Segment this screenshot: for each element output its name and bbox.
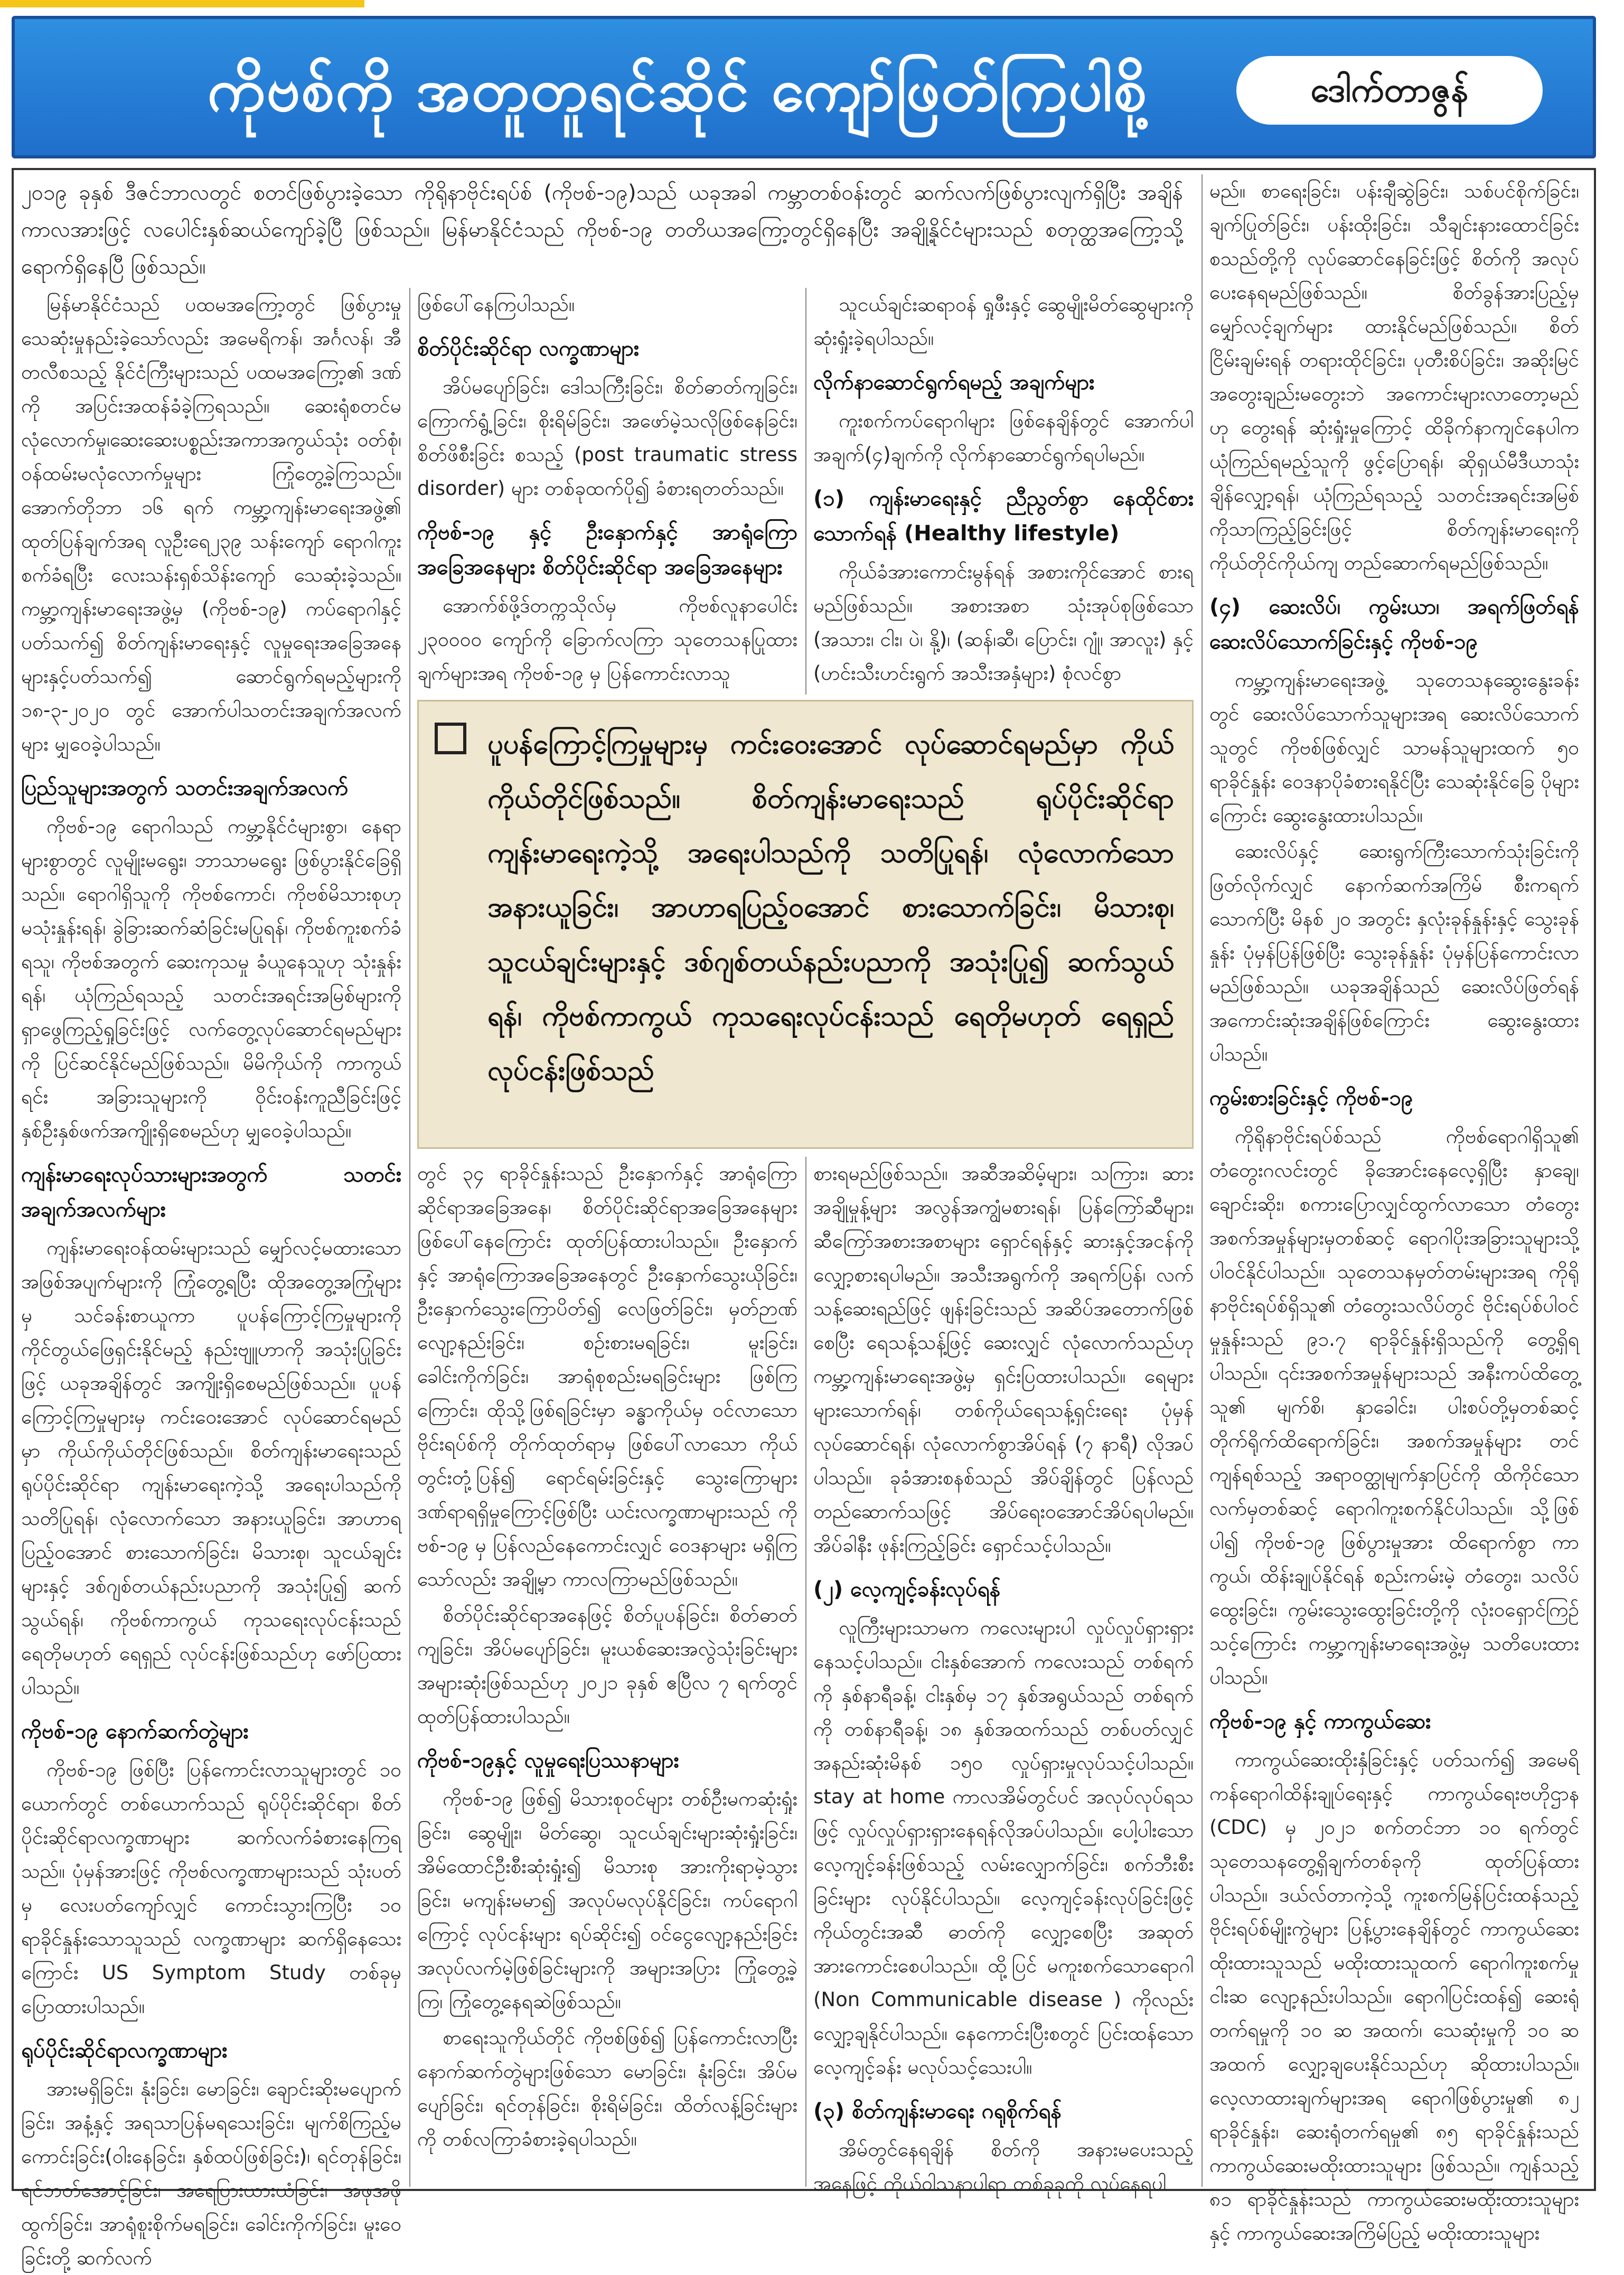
section-heading: (၁) ကျန်းမာရေးနှင့် ညီညွတ်စွာ နေထိုင်စားသောက်ရန် (Healthy lifestyle) xyxy=(813,486,1194,546)
paragraph: သူငယ်ချင်းဆရာဝန် ရှုဖီးနှင့် ဆွေမျိုးမိတ်ဆွေများကို ဆုံးရှုံးခဲ့ရပါသည်။ xyxy=(813,293,1194,350)
column-2-bottom xyxy=(417,1157,797,2187)
section-heading: ကွမ်းစားခြင်းနှင့် ကိုဗစ်-၁၉ xyxy=(1209,1086,1413,1110)
paragraph: ကိုဗစ်-၁၉ ဖြစ်၍ မိသားစုဝင်များ တစ်ဦးမကဆုံးရှုံးခြင်း၊ ဆွေမျိုး၊ မိတ်ဆွေ၊ သူငယ်ချင်းများဆုံးရှုံးခြင်း၊ အိမ်ထောင်ဦးစီးဆုံးရှုံး၍ မိသားစု အားကိုးရာမဲ့သွားခြင်း၊ မကျန်းမမာ၍ အလုပ်မလုပ်နိုင်ခြင်း၊ ကပ်ရောဂါကြောင့် လုပ်ငန်းများ ရပ်ဆိုင်း၍ ဝင်ငွေလျော့နည်းခြင်းအလုပ်လက်မဲ့ဖြစ်ခြင်းများကို အများအပြား ကြုံတွေ့ခဲ့ကြ၊ ကြုံတွေ့နေရဆဲဖြစ်သည်။ xyxy=(417,1787,797,2013)
paragraph: ဖြစ်ပေါ်နေကြပါသည်။ xyxy=(417,293,575,316)
paragraph: အိမ်တွင်နေရချိန် စိတ်ကို အနားမပေးသည့်အနေဖြင့် ကိုယ်ဝါသနာပါရာ တစ်ခုခုကို လုပ်နေရပါ xyxy=(813,2138,1194,2195)
column-3-top xyxy=(813,288,1194,695)
paragraph: စိတ်ပိုင်းဆိုင်ရာအနေဖြင့် စိတ်ပူပန်ခြင်း၊ စိတ်ဓာတ်ကျခြင်း၊ အိပ်မပျော်ခြင်း၊ မူးယစ်ဆေးအလွဲသုံးခြင်းများ အများဆုံးဖြစ်သည်ဟု ၂၀၂၁ ခုနှစ် ဧပြီလ ၇ ရက်တွင် ထုတ်ပြန်ထားပါသည်။ xyxy=(417,1604,797,1728)
section-heading: လိုက်နာဆောင်ရွက်ရမည့် အချက်များ xyxy=(813,370,1095,395)
section-heading: ကိုဗစ်-၁၉နှင့် လူမှုရေးပြဿနာများ xyxy=(417,1748,679,1773)
section-heading: စိတ်ပိုင်းဆိုင်ရာ လက္ခဏာများ xyxy=(417,336,639,361)
paragraph: ကိုရိုနာဗိုင်းရပ်စ်သည် ကိုဗစ်ရောဂါရှိသူ၏ တံတွေးဂလင်းတွင် ခိုအောင်းနေလေ့ရှိပြီး နှာချေ၊ ချောင်းဆိုး၊ စကားပြောလျှင်ထွက်လာသော တံတွေးအစက်အမှုန်များမှတစ်ဆင့် ရောဂါပိုးအခြားသူများသို့ ပါဝင်နိုင်ပါသည်။ သုတေသနမှတ်တမ်းများအရ ကိုရိုနာဗိုင်းရပ်စ်ရှိသူ၏ တံတွေးသလိပ်တွင် ဗိုင်းရပ်စ်ပါဝင်မှုနှုန်းသည် ၉၁.၇ ရာခိုင်နှုန်းရှိသည်ကို တွေ့ရှိရပါသည်။ ၎င်းအစက်အမှုန်များသည် အနီးကပ်ထိတွေ့သူ၏ မျက်စိ၊ နှာခေါင်း၊ ပါးစပ်တို့မှတစ်ဆင့် တိုက်ရိုက်ထိရောက်ခြင်း၊ အစက်အမှုန်များ တင်ကျန်ရစ်သည့် အရာဝတ္ထုမျက်နှာပြင်ကို ထိကိုင်သောလက်မှတစ်ဆင့် ရောဂါကူးစက်နိုင်ပါသည်။ သို့ဖြစ်ပါ၍ ကိုဗစ်-၁၉ ဖြစ်ပွားမှုအား ထိရောက်စွာ ကာကွယ်၊ ထိန်းချုပ်နိုင်ရန် စည်းကမ်းမဲ့ တံတွေး၊ သလိပ်ထွေးခြင်း၊ ကွမ်းသွေးထွေးခြင်းတို့ကို လုံးဝရှောင်ကြဉ်သင့်ကြောင်း ကမ္ဘာ့ကျန်းမာရေးအဖွဲ့မှ သတိပေးထားပါသည်။ xyxy=(1209,1125,1579,1689)
checkbox-square-icon xyxy=(435,723,466,754)
top-edge-bar xyxy=(0,0,1624,12)
paragraph: အိပ်မပျော်ခြင်း၊ ဒေါသကြီးခြင်း၊ စိတ်ဓာတ်ကျခြင်း၊ ကြောက်ရွံ့ခြင်း၊ စိုးရိမ်ခြင်း၊ အဖော်မဲ့သလိုဖြစ်နေခြင်း၊ စိတ်ဖိစီးခြင်း စသည့် (post traumatic stress disorder) များ တစ်ခုထက်ပို၍ ခံစားရတတ်သည်။ xyxy=(417,376,797,500)
column-rule xyxy=(1201,174,1203,2187)
column-3-bottom xyxy=(813,1157,1194,2195)
paragraph: အားမရှိခြင်း၊ နုံးခြင်း၊ မောခြင်း၊ ချောင်းဆိုးမပျောက်ခြင်း၊ အနံ့နှင့် အရသာပြန်မရသေးခြင်း၊ မျက်စိကြည့်မကောင်းခြင်း(ဝါးနေခြင်း၊ နှစ်ထပ်ဖြစ်ခြင်း)၊ ရင်တုန်ခြင်း၊ ရင်ဘတ်အောင့်ခြင်း၊ အရေပြားယားယံခြင်း၊ အဖုအဖိုထွက်ခြင်း၊ အာရုံစူးစိုက်မရခြင်း၊ ခေါင်းကိုက်ခြင်း၊ မူးဝေခြင်းတို့ ဆက်လက် xyxy=(21,2077,401,2269)
article-title: ကိုဗစ်ကို အတူတူရင်ဆိုင် ကျော်ဖြတ်ကြပါစို့ xyxy=(207,56,1148,125)
column-4 xyxy=(1209,174,1579,2244)
column-2-top xyxy=(417,288,797,695)
section-heading: ကိုဗစ်-၁၉ နှင့် ဦးနှောက်နှင့် အာရုံကြောအခြေအနေများ စိတ်ပိုင်းဆိုင်ရာ အခြေအနေများ xyxy=(417,520,797,579)
lead-paragraph xyxy=(21,174,1183,285)
column-rule xyxy=(805,288,806,695)
section-heading: ကျန်းမာရေးလုပ်သားများအတွက် သတင်းအချက်အလက်များ xyxy=(21,1163,401,1222)
paragraph: တွင် ၃၄ ရာခိုင်နှုန်းသည် ဦးနှောက်နှင့် အာရုံကြောဆိုင်ရာအခြေအနေ၊ စိတ်ပိုင်းဆိုင်ရာအခြေအနေများ ဖြစ်ပေါ်နေကြောင်း ထုတ်ပြန်ထားပါသည်။ ဦးနှောက်နှင့် အာရုံကြောအခြေအနေတွင် ဦးနှောက်သွေးယိုခြင်း၊ ဦးနှောက်သွေးကြောပိတ်၍ လေဖြတ်ခြင်း၊ မှတ်ဉာဏ်လျော့နည်းခြင်း၊ စဉ်းစားမရခြင်း၊ မူးခြင်း၊ ခေါင်းကိုက်ခြင်း၊ အာရုံစုစည်းမရခြင်းများ ဖြစ်ကြကြောင်း၊ ထိုသို့ဖြစ်ရခြင်းမှာ ခန္ဓာကိုယ်မှ ဝင်လာသောဗိုင်းရပ်စ်ကို တိုက်ထုတ်ရာမှ ဖြစ်ပေါ်လာသော ကိုယ်တွင်းတုံ့ပြန်၍ ရောင်ရမ်းခြင်းနှင့် သွေးကြောများ ဒဏ်ရာရရှိမှုကြောင့်ဖြစ်ပြီး ယင်းလက္ခဏာများသည် ကိုဗစ်-၁၉ မှ ပြန်လည်နေကောင်းလျှင် ဝေဒနာများ မရှိကြသော်လည်း အချို့မှာ ကာလကြာမည်ဖြစ်သည်။ xyxy=(417,1162,797,1590)
section-heading: (၃) စိတ်ကျန်းမာရေး ဂရုစိုက်ရန် xyxy=(813,2099,1062,2123)
column-rule xyxy=(805,1157,806,2187)
paragraph: အောက်စ်ဖို့ဒ်တက္ကသိုလ်မှ ကိုဗစ်လူနာပေါင်း ၂၃၀၀၀၀ ကျော်ကို ခြောက်လကြာ သုတေသနပြုထားချက်များအရ ကိုဗစ်-၁၉ မှ ပြန်ကောင်းလာသူ xyxy=(417,594,797,685)
paragraph: လူကြီးများသာမက ကလေးများပါ လှုပ်လှုပ်ရှားရှားနေသင့်ပါသည်။ ငါးနှစ်အောက် ကလေးသည် တစ်ရက်ကို နှစ်နာရီခန့်၊ ငါးနှစ်မှ ၁၇ နှစ်အရွယ်သည် တစ်ရက်ကို တစ်နာရီခန့်၊ ၁၈ နှစ်အထက်သည် တစ်ပတ်လျှင် အနည်းဆုံးမိနစ် ၁၅၀ လှုပ်ရှားမှုလုပ်သင့်ပါသည်။ stay at home ကာလအိမ်တွင်ပင် အလုပ်လုပ်ရသဖြင့် လှုပ်လှုပ်ရှားရှားနေရန်လိုအပ်ပါသည်။ ပေါ့ပါးသော လေ့ကျင့်ခန်းဖြစ်သည့် လမ်းလျှောက်ခြင်း၊ စက်ဘီးစီးခြင်းများ လုပ်နိုင်ပါသည်။ လေ့ကျင့်ခန်းလုပ်ခြင်းဖြင့် ကိုယ်တွင်းအဆီ ဓာတ်ကို လျှော့စေပြီး အဆုတ်အားကောင်းစေပါသည်။ ထို့ပြင် မကူးစက်သောရောဂါ (Non Communicable disease ) ကိုလည်း လျှော့ချနိုင်ပါသည်။ နေကောင်းပြီးစတွင် ပြင်းထန်သော လေ့ကျင့်ခန်း မလုပ်သင့်သေးပါ။ xyxy=(813,1616,1194,2079)
paragraph: မည်။ စာရေးခြင်း၊ ပန်းချီဆွဲခြင်း၊ သစ်ပင်စိုက်ခြင်း၊ ချက်ပြုတ်ခြင်း၊ ပန်းထိုးခြင်း၊ သီချင်းနားထောင်ခြင်း စသည်တို့ကို လုပ်ဆောင်နေခြင်းဖြင့် စိတ်ကို အလုပ်ပေးနေရမည်ဖြစ်သည်။ စိတ်ခွန်အားပြည့်မှ မျှော်လင့်ချက်များ ထားနိုင်မည်ဖြစ်သည်။ စိတ်ငြိမ်းချမ်းရန် တရားထိုင်ခြင်း၊ ပုတီးစိပ်ခြင်း၊ အဆိုးမြင်အတွေးချည်းမတွေးဘဲ အကောင်းများလာတော့မည်ဟု တွေးရန် ဆုံးရှုံးမှုကြောင့် ထိခိုက်နာကျင်နေပါက ယုံကြည်ရမည့်သူကို ဖွင့်ပြောရန်၊ ဆိုရှယ်မီဒီယာသုံးချိန်လျှော့ရန်၊ ယုံကြည်ရသည့် သတင်းအရင်းအမြစ်ကိုသာကြည့်ခြင်းဖြင့် စိတ်ကျန်းမာရေးကို ကိုယ်တိုင်ကိုယ်ကျ တည်ဆောက်ရမည်ဖြစ်သည်။ xyxy=(1209,180,1579,574)
paragraph: ကမ္ဘာ့ကျန်းမာရေးအဖွဲ့ သုတေသနဆွေးနွေးခန်းတွင် ဆေးလိပ်သောက်သူများအရ ဆေးလိပ်သောက်သူတွင် ကိုဗစ်ဖြစ်လျှင် သာမန်သူများထက် ၅၀ ရာခိုင်နှုန်း ဝေဒနာပိုခံစားရနိုင်ပြီး သေဆုံးနိုင်ခြေ ပိုများကြောင်း ဆွေးနွေးထားပါသည်။ xyxy=(1209,669,1579,827)
paragraph: ကိုဗစ်-၁၉ ရောဂါသည် ကမ္ဘာ့နိုင်ငံများစွာ၊ နေရာများစွာတွင် လူမျိုးမရွေး၊ ဘာသာမရွေး ဖြစ်ပွားနိုင်ခြေရှိသည်။ ရောဂါရှိသူကို ကိုဗစ်ကောင်၊ ကိုဗစ်မိသားစုဟု မသုံးနှုန်းရန်၊ ခွဲခြားဆက်ဆံခြင်းမပြုရန်၊ ကိုဗစ်ကူးစက်ခံရသူ၊ ကိုဗစ်အတွက် ဆေးကုသမှု ခံယူနေသူဟု သုံးနှုန်းရန်၊ ယုံကြည်ရသည့် သတင်းအရင်းအမြစ်များကို ရှာဖွေကြည့်ရှုခြင်းဖြင့် လက်တွေ့လုပ်ဆောင်ရမည်များကို ပြင်ဆင်နိုင်မည်ဖြစ်သည်။ မိမိကိုယ်ကို ကာကွယ်ရင်း အခြားသူများကို ဝိုင်းဝန်းကူညီခြင်းဖြင့် နှစ်ဦးနှစ်ဖက်အကျိုးရှိစေမည်ဟု မျှဝေခဲ့ပါသည်။ xyxy=(21,815,401,1142)
paragraph: ကျန်းမာရေးဝန်ထမ်းများသည် မျှော်လင့်မထားသော အဖြစ်အပျက်များကို ကြုံတွေ့ရပြီး ထိုအတွေ့အကြုံများမှ သင်ခန်းစာယူကာ ပူပန်ကြောင့်ကြမှုများကို ကိုင်တွယ်ဖြေရှင်းနိုင်မည့် နည်းဗျူဟာကို အသုံးပြုခြင်းဖြင့် ယခုအချိန်တွင် အကျိုးရှိစေမည်ဖြစ်သည်။ ပူပန်ကြောင့်ကြမှုများမှ ကင်းဝေးအောင် လုပ်ဆောင်ရမည်မှာ ကိုယ်ကိုယ်တိုင်ဖြစ်သည်။ စိတ်ကျန်းမာရေးသည် ရုပ်ပိုင်းဆိုင်ရာ ကျန်းမာရေးကဲ့သို့ အရေးပါသည်ကို သတိပြုရန်၊ လုံလောက်သော အနားယူခြင်း၊ အာဟာရပြည့်ဝအောင် စားသောက်ခြင်း၊ မိသားစု၊ သူငယ်ချင်းများနှင့် ဒစ်ဂျစ်တယ်နည်းပညာကို အသုံးပြု၍ ဆက်သွယ်ရန်၊ ကိုဗစ်ကာကွယ် ကုသရေးလုပ်ငန်းသည် ရေတိုမဟုတ် ရေရှည် လုပ်ငန်းဖြစ်သည်ဟု ဖော်ပြထားပါသည်။ xyxy=(21,1237,401,1699)
pull-quote-text: ပူပန်ကြောင့်ကြမှုများမှ ကင်းဝေးအောင် လုပ်ဆောင်ရမည်မှာ ကိုယ်ကိုယ်တိုင်ဖြစ်သည်။ စိတ်ကျန်းမာရေးသည် ရုပ်ပိုင်းဆိုင်ရာ ကျန်းမာရေးကဲ့သို့ အရေးပါသည်ကို သတိပြုရန်၊ လုံလောက်သော အနားယူခြင်း၊ အာဟာရပြည့်ဝအောင် စားသောက်ခြင်း၊ မိသားစု၊ သူငယ်ချင်းများနှင့် ဒစ်ဂျစ်တယ်နည်းပညာကို အသုံးပြု၍ ဆက်သွယ်ရန်၊ ကိုဗစ်ကာကွယ် ကုသရေးလုပ်ငန်းသည် ရေတိုမဟုတ် ရေရှည် လုပ်ငန်းဖြစ်သည် xyxy=(487,728,1174,1087)
column-rule xyxy=(409,288,410,2187)
author-badge: ဒေါက်တာဇွန် xyxy=(1236,56,1543,125)
paragraph: ဆေးလိပ်နှင့် ဆေးရွက်ကြီးသောက်သုံးခြင်းကို ဖြတ်လိုက်လျှင် နောက်ဆက်အကြိမ် စီးကရက်သောက်ပြီး မိနစ် ၂၀ အတွင်း နှလုံးခုန်နှုန်းနှင့် သွေးခုန်နှုန်း ပုံမှန်ပြန်ဖြစ်ပြီး သွေးခုန်နှုန်း ပုံမှန်ပြန်ကောင်းလာမည်ဖြစ်သည်။ ယခုအချိန်သည် ဆေးလိပ်ဖြတ်ရန် အကောင်းဆုံးအချိန်ဖြစ်ကြောင်း ဆွေးနွေးထားပါသည်။ xyxy=(1209,840,1579,1065)
section-heading: ရုပ်ပိုင်းဆိုင်ရာလက္ခဏာများ xyxy=(21,2038,228,2063)
section-heading: (၂) လေ့ကျင့်ခန်းလုပ်ရန် xyxy=(813,1577,1001,1602)
column-1 xyxy=(21,288,401,2269)
pull-quote-box xyxy=(417,700,1194,1149)
section-heading: ကိုဗစ်-၁၉ နှင့် ကာကွယ်ဆေး xyxy=(1209,1709,1431,1734)
section-heading: ပြည်သူများအတွက် သတင်းအချက်အလက် xyxy=(21,776,349,800)
headline-banner xyxy=(12,16,1596,158)
paragraph: စားရမည်ဖြစ်သည်။ အဆီအဆိမ့်များ၊ သကြား၊ ဆားအချိုမှုန့်များ အလွန်အကျွံမစားရန်၊ ပြန်ကြော်ဆီများ၊ ဆီကြော်အစားအစာများ ရှောင်ရန်နှင့် ဆားနှင့်အငန်ကို လျှော့စားရပါမည်။ အသီးအရွက်ကို အရက်ပြန်၊ လက်သန့်ဆေးရည်ဖြင့် ဖျန်းခြင်းသည် အဆိပ်အတောက်ဖြစ်စေပြီး ရေသန့်သန့်ဖြင့် ဆေးလျှင် လုံလောက်သည်ဟု ကမ္ဘာ့ကျန်းမာရေးအဖွဲ့မှ ရှင်းပြထားပါသည်။ ရေများများသောက်ရန်၊ တစ်ကိုယ်ရေသန့်ရှင်းရေး ပုံမှန်လုပ်ဆောင်ရန်၊ လုံလောက်စွာအိပ်ရန် (၇ နာရီ) လိုအပ်ပါသည်။ ခုခံအားစနစ်သည် အိပ်ချိန်တွင် ပြန်လည်တည်ဆောက်သဖြင့် အိပ်ရေးဝအောင်အိပ်ရပါမည်။ အိပ်ခါနီး ဖုန်းကြည့်ခြင်း ရှောင်သင့်ပါသည်။ xyxy=(813,1162,1194,1557)
paragraph: ကူးစက်ကပ်ရောဂါများ ဖြစ်နေချိန်တွင် အောက်ပါအချက်(၄)ချက်ကို လိုက်နာဆောင်ရွက်ရပါမည်။ xyxy=(813,409,1194,466)
paragraph: စာရေးသူကိုယ်တိုင် ကိုဗစ်ဖြစ်၍ ပြန်ကောင်းလာပြီး နောက်ဆက်တွဲများဖြစ်သော မောခြင်း၊ နုံးခြင်း၊ အိပ်မပျော်ခြင်း၊ ရင်တုန်ခြင်း၊ စိုးရိမ်ခြင်း၊ ထိတ်လန့်ခြင်းများကို တစ်လကြာခံစားခဲ့ရပါသည်။ xyxy=(417,2026,797,2150)
top-accent-strip xyxy=(0,0,364,7)
section-heading: (၄) ဆေးလိပ်၊ ကွမ်းယာ၊ အရက်ဖြတ်ရန် ဆေးလိပ်သောက်ခြင်းနှင့် ကိုဗစ်-၁၉ xyxy=(1209,595,1579,654)
paragraph: ကာကွယ်ဆေးထိုးနှံခြင်းနှင့် ပတ်သက်၍ အမေရိကန်ရောဂါထိန်းချုပ်ရေးနှင့် ကာကွယ်ရေးဗဟိုဌာန (CDC) မှ ၂၀၂၁ စက်တင်ဘာ ၁၀ ရက်တွင် သုတေသနတွေ့ရှိချက်တစ်ခုကို ထုတ်ပြန်ထားပါသည်။ ဒယ်လ်တာကဲ့သို့ ကူးစက်မြန်ပြင်းထန်သည့် ဗိုင်းရပ်စ်မျိုးကွဲများ ပြန့်ပွားနေချိန်တွင် ကာကွယ်ဆေးထိုးထားသူသည် မထိုးထားသူထက် ရောဂါကူးစက်မှု ငါးဆ လျော့နည်းပါသည်။ ရောဂါပြင်းထန်၍ ဆေးရုံတက်ရမှုကို ၁၀ ဆ အထက်၊ သေဆုံးမှုကို ၁၀ ဆအထက် လျှော့ချပေးနိုင်သည်ဟု ဆိုထားပါသည်။ လေ့လာထားချက်များအရ ရောဂါဖြစ်ပွားမှု၏ ၈၂ ရာခိုင်နှုန်း၊ ဆေးရုံတက်ရမှု၏ ၈၅ ရာခိုင်နှုန်းသည် ကာကွယ်ဆေးမထိုးထားသူများ ဖြစ်သည်။ ကျန်သည့် ၈၁ ရာခိုင်နှုန်းသည် ကာကွယ်ဆေးမထိုးထားသူများနှင့် ကာကွယ်ဆေးအကြိမ်ပြည့် မထိုးထားသူများ xyxy=(1209,1748,1579,2244)
lead-text: ၂၀၁၉ ခုနှစ် ဒီဇင်ဘာလတွင် စတင်ဖြစ်ပွားခဲ့သော ကိုရိုနာဗိုင်းရပ်စ် (ကိုဗစ်-၁၉)သည် ယခုအခါ ကမ္ဘာတစ်ဝန်းတွင် ဆက်လက်ဖြစ်ပွားလျက်ရှိပြီး အချိန်ကာလအားဖြင့် လပေါင်းနှစ်ဆယ်ကျော်ခဲ့ပြီ ဖြစ်သည်။ မြန်မာနိုင်ငံသည် ကိုဗစ်-၁၉ တတိယအကြော့တွင်ရှိနေပြီး အချို့နိုင်ငံများသည် စတုတ္ထအကြော့သို့ ရောက်ရှိနေပြီ ဖြစ်သည်။ xyxy=(21,181,1183,279)
paragraph: ကိုဗစ်-၁၉ ဖြစ်ပြီး ပြန်ကောင်းလာသူများတွင် ၁၀ ယောက်တွင် တစ်ယောက်သည် ရုပ်ပိုင်းဆိုင်ရာ၊ စိတ်ပိုင်းဆိုင်ရာလက္ခဏာများ ဆက်လက်ခံစားနေကြရသည်။ ပုံမှန်အားဖြင့် ကိုဗစ်လက္ခဏာများသည် သုံးပတ်မှ လေးပတ်ကျော်လျှင် ကောင်းသွားကြပြီး ၁၀ ရာခိုင်နှုန်းသောသူသည် လက္ခဏာများ ဆက်ရှိနေသေးကြောင်း US Symptom Study တစ်ခုမှ ပြောထားပါသည်။ xyxy=(21,1758,401,2018)
paragraph: ကိုယ်ခံအားကောင်းမွန်ရန် အစားကိုင်အောင် စားရမည်ဖြစ်သည်။ အစားအစာ သုံးအုပ်စုဖြစ်သော (အသား၊ ငါး၊ ပဲ၊ နို့)၊ (ဆန်၊ဆီ၊ ပြောင်း၊ ဂျုံ၊ အာလူး) နှင့် (ဟင်းသီးဟင်းရွက် အသီးအနှံများ) စုံလင်စွာ xyxy=(813,560,1194,685)
paragraph: မြန်မာနိုင်ငံသည် ပထမအကြော့တွင် ဖြစ်ပွားမှုသေဆုံးမှုနည်းခဲ့သော်လည်း အမေရိကန်၊ အင်္ဂလန်၊ အီတလီစသည့် နိုင်ငံကြီးများသည် ပထမအကြော့၏ ဒဏ်ကို အပြင်းအထန်ခံခဲ့ကြရသည်။ ဆေးရုံစတင်မလုံလောက်မှု၊ဆေးဆေးပစ္စည်းအကာအကွယ်သုံး ဝတ်စုံ၊ ဝန်ထမ်းမလုံလောက်မှုများ ကြုံတွေ့ခဲ့ကြသည်။ အောက်တိုဘာ ၁၆ ရက် ကမ္ဘာ့ကျန်းမာရေးအဖွဲ့၏ ထုတ်ပြန်ချက်အရ လူဦးရေ၂၃၉ သန်းကျော် ရောဂါကူးစက်ခံရပြီး လေးသန်းရှစ်သိန်းကျော် သေဆုံးခဲ့သည်။ ကမ္ဘာ့ကျန်းမာရေးအဖွဲ့မှ (ကိုဗစ်-၁၉) ကပ်ရောဂါနှင့် ပတ်သက်၍ စိတ်ကျန်းမာရေးနှင့် လူမှုရေးအခြေအနေများနှင့်ပတ်သက်၍ ဆောင်ရွက်ရမည့်များကို ၁၈-၃-၂၀၂၀ တွင် အောက်ပါသတင်းအချက်အလက်များ မျှဝေခဲ့ပါသည်။ xyxy=(21,293,401,755)
section-heading: ကိုဗစ်-၁၉ နောက်ဆက်တွဲများ xyxy=(21,1719,249,1744)
